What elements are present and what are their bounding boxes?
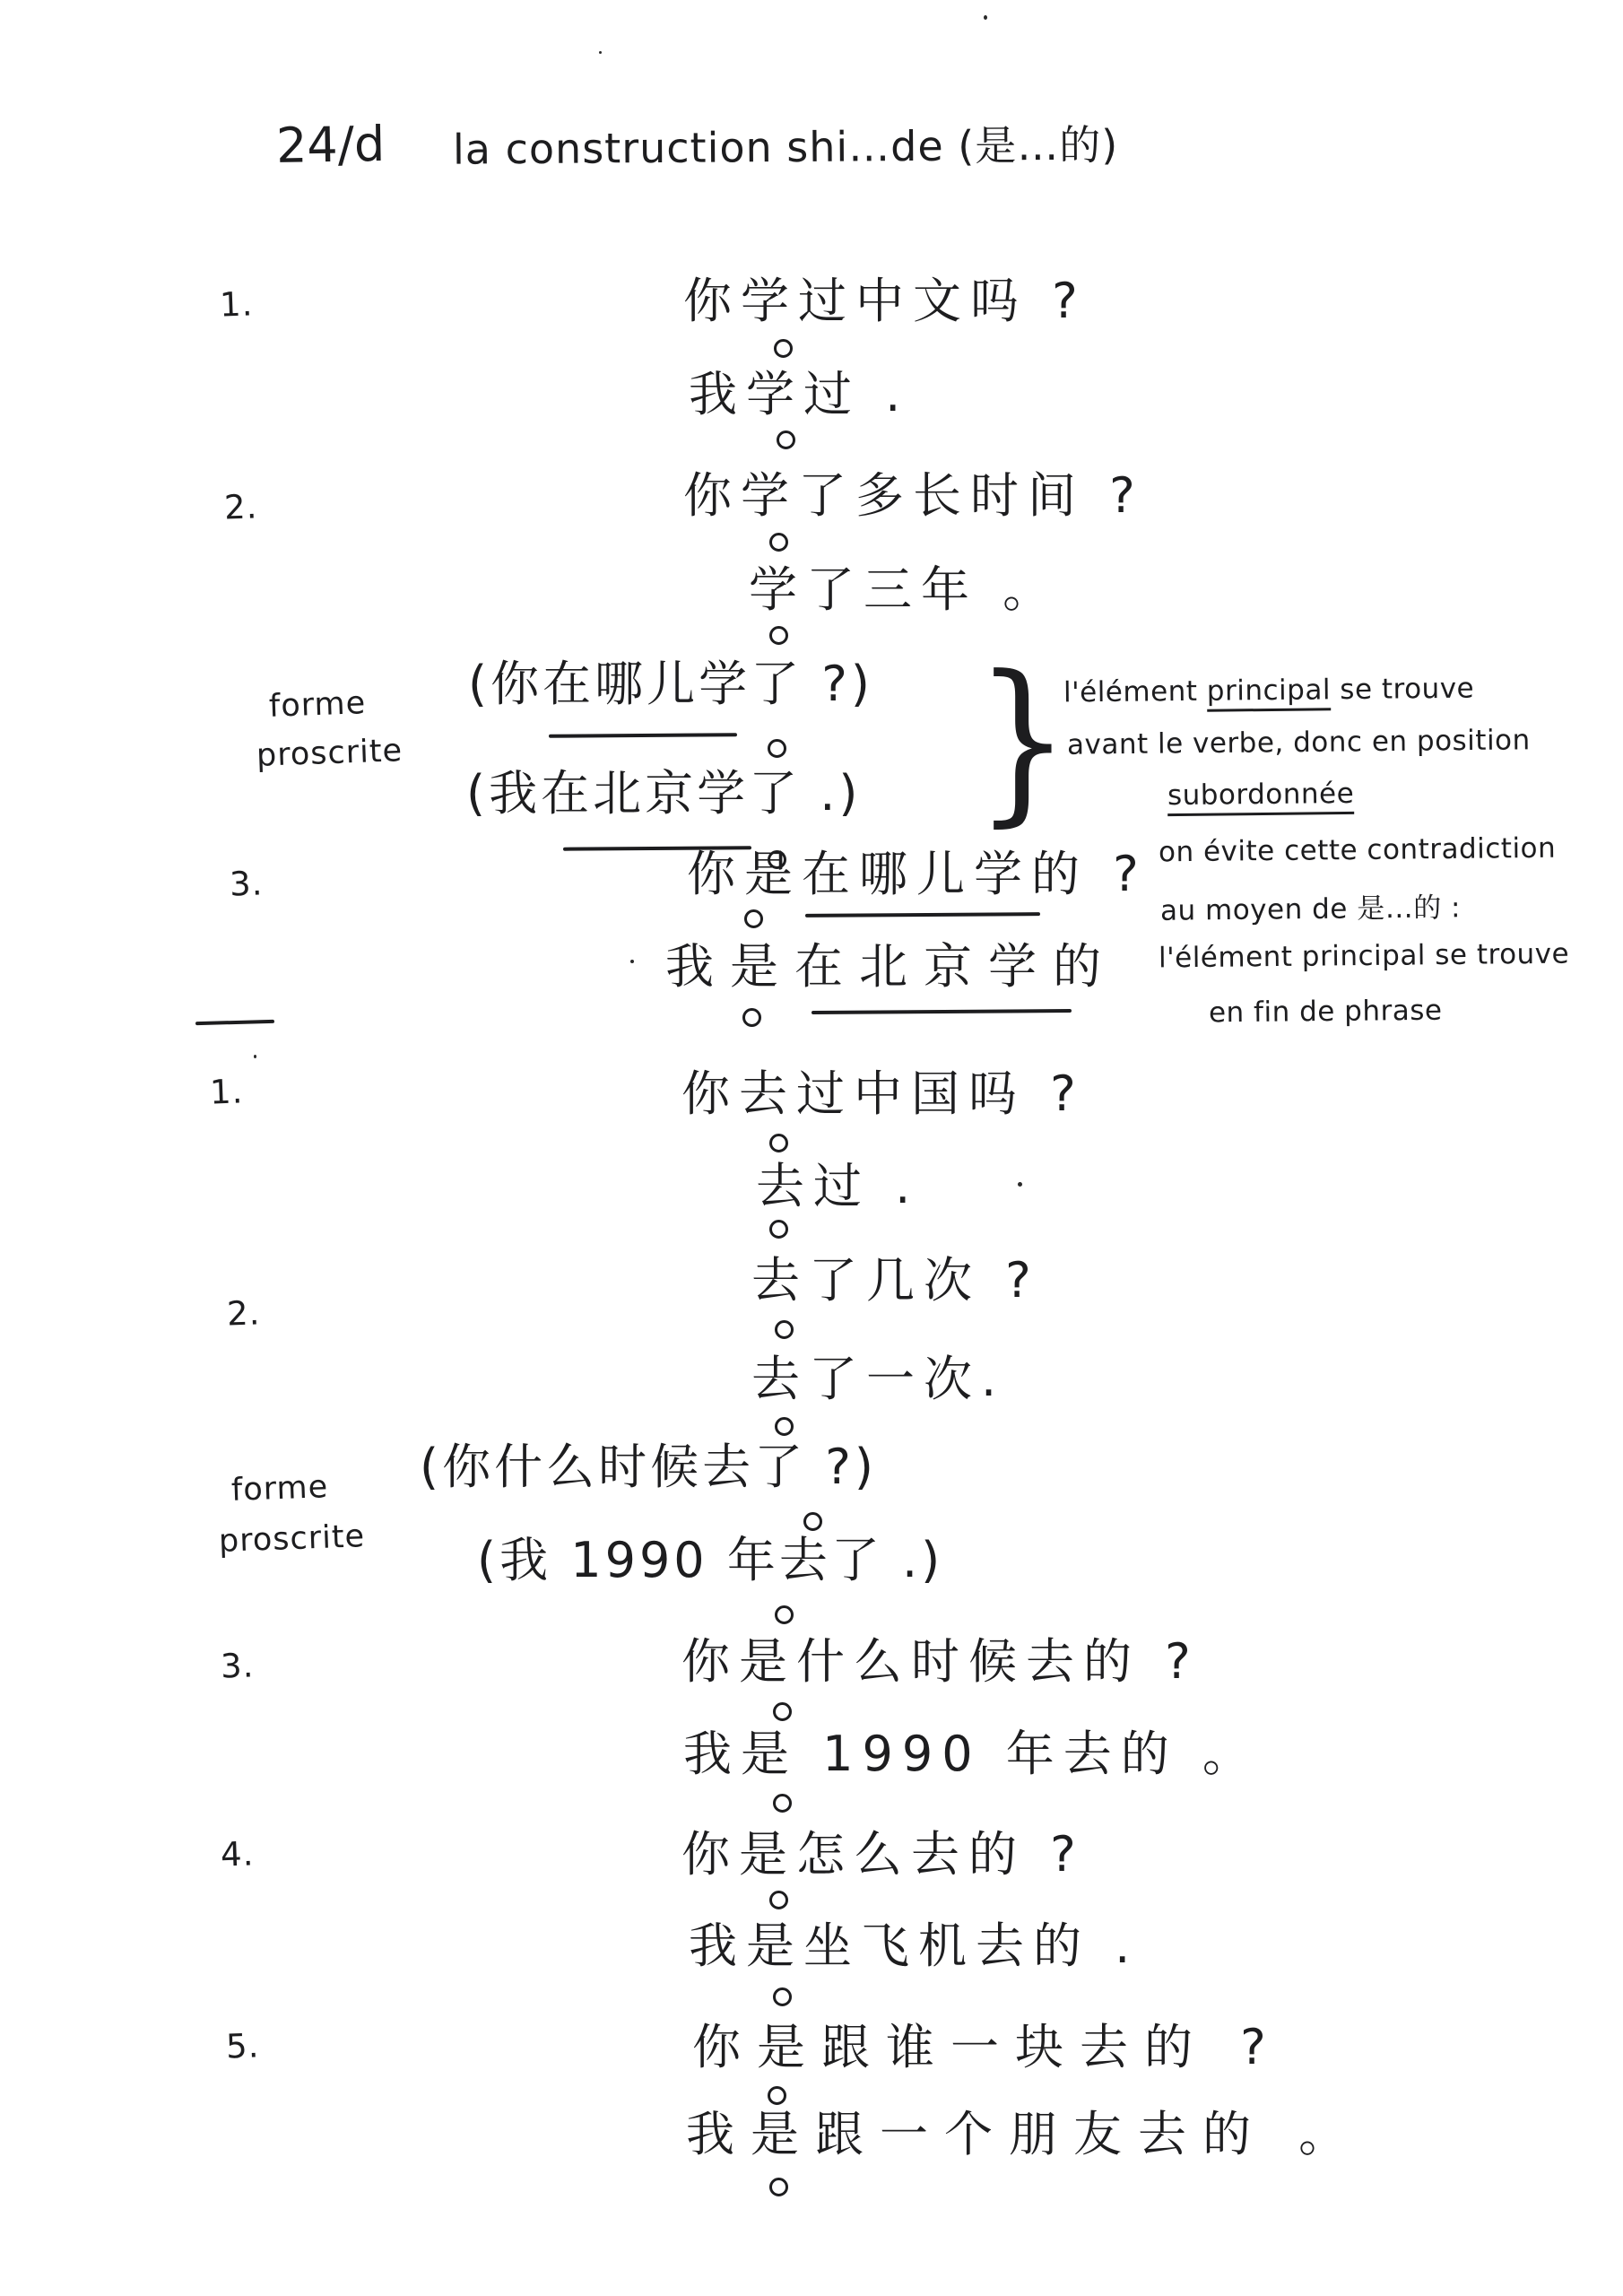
ink-speck: [984, 15, 987, 20]
ink-speck: [630, 960, 634, 963]
page-title: la construction shi…de (是…的): [452, 120, 1119, 174]
ink-speck: [599, 51, 602, 54]
underline: [549, 733, 737, 737]
question-line: 你学了多长时间 ?: [683, 467, 1144, 524]
proscribed-question-line: (你在哪儿学了 ?): [468, 656, 873, 712]
french-note-line: avant le verbe, donc en position: [1066, 724, 1531, 761]
neutral-tone-circle: [744, 909, 763, 928]
curly-brace: }: [975, 639, 1071, 843]
proscribed-answer-line: (我在北京学了 .): [466, 765, 862, 822]
question-line: 你是在哪儿学的 ?: [687, 846, 1148, 902]
item-number: 3.: [220, 1646, 256, 1686]
neutral-tone-circle: [769, 1891, 788, 1909]
forme-proscrite-label: forme: [268, 685, 367, 725]
ink-speck: [1018, 1182, 1022, 1187]
question-line: 你学过中文吗 ?: [683, 273, 1087, 329]
french-note-line: l'élément principal se trouve: [1158, 937, 1570, 975]
neutral-tone-circle: [773, 1702, 792, 1721]
answer-line: 我学过 .: [689, 366, 910, 422]
item-number: 2.: [223, 487, 259, 527]
question-line: 去了几次 ?: [751, 1252, 1040, 1309]
answer-line: 去了一次.: [751, 1351, 1006, 1407]
french-note-line: on évite cette contradiction: [1158, 831, 1557, 869]
note-text: se trouve: [1330, 672, 1475, 707]
ink-speck: [254, 1055, 256, 1058]
note-text: l'élément: [1063, 674, 1208, 709]
neutral-tone-circle: [742, 1008, 761, 1027]
answer-line: 我是 1990 年去的 。: [683, 1726, 1260, 1782]
neutral-tone-circle: [803, 1512, 822, 1531]
neutral-tone-circle: [775, 1320, 794, 1339]
question-line: 你是怎么去的 ?: [681, 1826, 1085, 1883]
neutral-tone-circle: [773, 1794, 792, 1813]
answer-line: 我是跟一个朋友去的 。: [686, 2106, 1364, 2162]
question-line: 你是什么时候去的 ?: [681, 1633, 1200, 1690]
neutral-tone-circle: [769, 1220, 788, 1239]
forme-proscrite-label: proscrite: [218, 1518, 366, 1560]
item-number: 1.: [219, 284, 255, 325]
neutral-tone-circle: [768, 2086, 786, 2105]
answer-line: 我是坐飞机去的 .: [689, 1918, 1140, 1974]
neutral-tone-circle: [774, 339, 793, 358]
neutral-tone-circle: [773, 1987, 792, 2006]
neutral-tone-circle: [768, 739, 786, 758]
question-line: 你是跟谁一块去的 ?: [692, 2019, 1282, 2075]
neutral-tone-circle: [769, 2178, 788, 2196]
underline: [805, 912, 1040, 918]
item-number: 4.: [220, 1834, 256, 1874]
neutral-tone-circle: [775, 1417, 794, 1436]
section-separator: [195, 1020, 274, 1025]
neutral-tone-circle: [775, 1605, 794, 1624]
forme-proscrite-label: proscrite: [256, 733, 404, 774]
item-number: 1.: [209, 1072, 245, 1112]
question-line: 你去过中国吗 ?: [681, 1065, 1085, 1122]
french-note-line: [1063, 673, 1475, 709]
item-number: 2.: [226, 1293, 262, 1334]
french-note-line: subordonnée: [1167, 778, 1355, 816]
neutral-tone-circle: [777, 430, 795, 449]
french-note-line: en fin de phrase: [1208, 994, 1443, 1030]
underlined-word: principal: [1207, 674, 1332, 711]
proscribed-question-line: (你什么时候去了 ?): [420, 1439, 877, 1495]
lesson-number: 24/d: [275, 115, 386, 175]
answer-line: 学了三年 。: [749, 561, 1061, 618]
item-number: 3.: [229, 864, 265, 904]
forme-proscrite-label: forme: [230, 1469, 329, 1509]
answer-line: 我是在北京学的: [665, 938, 1117, 995]
french-note-line: au moyen de 是…的 :: [1159, 891, 1462, 927]
item-number: 5.: [225, 2026, 261, 2066]
answer-line: 去过 .: [756, 1158, 920, 1214]
underline: [812, 1009, 1072, 1014]
proscribed-answer-line: (我 1990 年去了 .): [477, 1532, 944, 1588]
neutral-tone-circle: [769, 1134, 788, 1152]
neutral-tone-circle: [769, 626, 788, 645]
neutral-tone-circle: [769, 533, 788, 552]
